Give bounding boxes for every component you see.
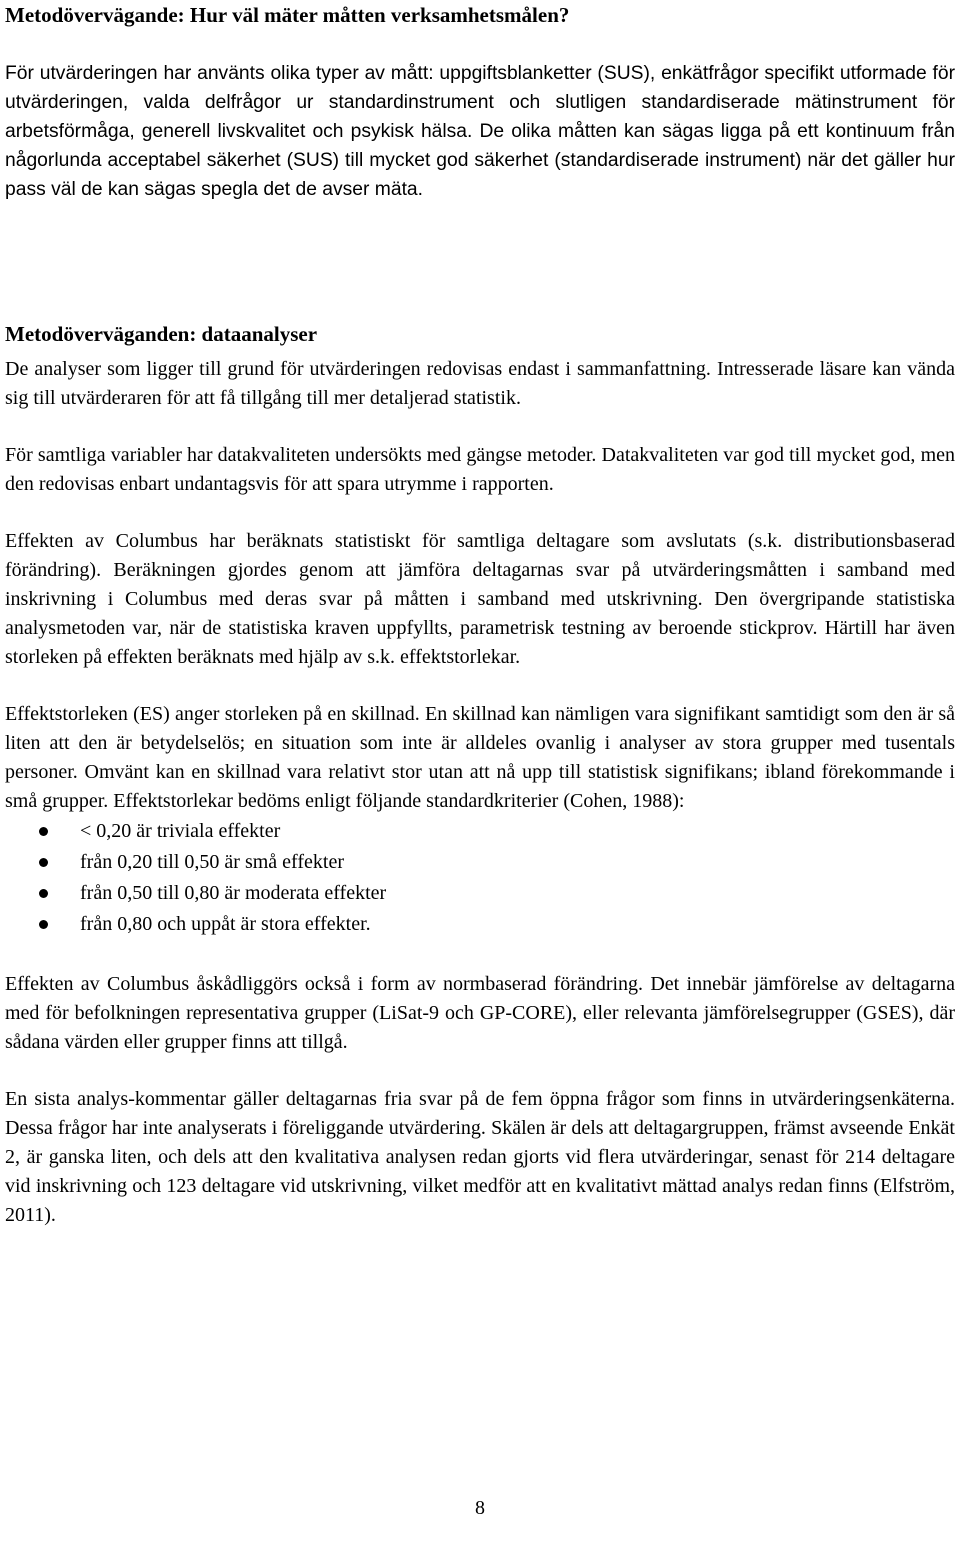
list-item [5,816,955,847]
list-item-text: < 0,20 är triviala effekter [80,820,281,842]
criteria-list-wrapper [5,816,955,940]
page-number: 8 [475,1497,485,1519]
bullet-icon [39,889,48,898]
section-heading-methodology: Metodövervägande: Hur väl mäter måtten verksamhetsmålen? [5,3,570,27]
list-item-text: från 0,80 och uppåt är stora effekter. [80,913,371,935]
list-item [5,847,955,878]
bullet-icon [39,920,48,929]
section-heading-data-analysis: Metodöverväganden: dataanalyser [5,322,318,346]
paragraph-open-questions: En sista analys-kommentar gäller deltagarnas fria svar på de fem öppna frågor som finns in utvärderingsenkäterna. Dessa frågor har inte analyserats i föreliggande utvärdering. Skälen är dels att deltagargruppen, främst avseende Enkät 2, är ganska liten, och dels att den kvalitativa analysen redan gjorts vid flera utvärderingar, senast för 214 deltagare vid inskrivning och 123 deltagare vid utskrivning, vilket medför att en kvalitativt mättad analys redan finns (Elfström, 2011). [5,1088,955,1226]
list-item-text: från 0,50 till 0,80 är moderata effekter [80,882,387,904]
paragraph-summary: De analyser som ligger till grund för utvärderingen redovisas endast i sammanfattning. Intresserade läsare kan vända sig till utvärderaren för att få tillgång till mer detaljerad statistik. [5,358,955,409]
list-item-text: från 0,20 till 0,50 är små effekter [80,851,344,873]
bullet-icon [39,858,48,867]
bullet-icon [39,827,48,836]
effect-size-criteria-list [5,816,955,940]
list-item [5,878,955,909]
paragraph-effect-size: Effektstorleken (ES) anger storleken på en skillnad. En skillnad kan nämligen vara signifikant samtidigt som den är så liten att den är betydelselös; en situation som inte är alldeles ovanlig i analyser av stora grupper med tusentals personer. Omvänt kan en skillnad vara relativt stor utan att nå upp till statistisk signifikans; ibland förekommande i små grupper. Effektstorlekar bedöms enligt följande standardkriterier (Cohen, 1988): [5,703,955,812]
section-methodology-body [5,59,955,204]
paragraph-norm-based: Effekten av Columbus åskådliggörs också i form av normbaserad förändring. Det innebär jämförelse av deltagarna med för befolkningen representativa grupper (LiSat-9 och GP-CORE), eller relevanta jämförelsegrupper (GSES), där sådana värden eller grupper finns att tillgå. [5,973,955,1053]
paragraph-effect-calculation: Effekten av Columbus har beräknats statistiskt för samtliga deltagare som avslutats (s.k. distributionsbaserad förändring). Beräkningen gjordes genom att jämföra deltagarnas svar på utvärderingsmåtten i samband med inskrivning i Columbus med deras svar på måtten i samband med utskrivning. Den övergripande statistiska analysmetoden var, när de statistiska kraven uppfyllts, parametrisk testning av beroende stickprov. Härtill har även storleken på effekten beräknats med hjälp av s.k. effektstorlekar. [5,530,955,668]
paragraph-data-quality: För samtliga variabler har datakvaliteten undersökts med gängse metoder. Datakvaliteten var god till mycket god, men den redovisas enbart undantagsvis för att spara utrymme i rapporten. [5,444,955,495]
list-item [5,909,955,940]
paragraph-measures: För utvärderingen har använts olika typer av mått: uppgiftsblanketter (SUS), enkätfrågor specifikt utformade för utvärderingen, valda delfrågor ur standardinstrument och slutligen standardiserade mätinstrument för arbetsförmåga, generell livskvalitet och psykisk hälsa. De olika måtten kan sägas ligga på ett kontinuum från någorlunda acceptabel säkerhet (SUS) till mycket god säkerhet (standardiserade instrument) när det gäller hur pass väl de kan sägas spegla det de avser mäta. [5,63,955,200]
section-data-analysis-body [5,355,955,1258]
